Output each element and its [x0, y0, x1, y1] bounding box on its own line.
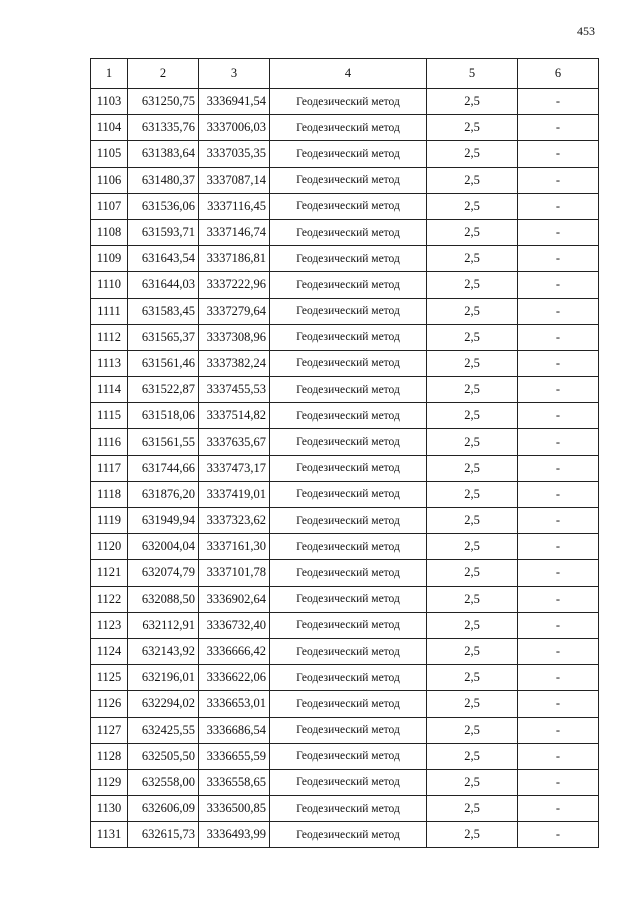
- note-cell: -: [518, 638, 599, 664]
- point-number-cell: 1127: [91, 717, 128, 743]
- method-cell: Геодезический метод: [270, 508, 427, 534]
- point-number-cell: 1123: [91, 612, 128, 638]
- method-cell: Геодезический метод: [270, 246, 427, 272]
- y-coordinate-cell: 3336500,85: [199, 796, 270, 822]
- table-row: [91, 377, 599, 403]
- table-row: [91, 455, 599, 481]
- y-coordinate-cell: 3336655,59: [199, 743, 270, 769]
- accuracy-cell: 2,5: [427, 167, 518, 193]
- y-coordinate-cell: 3337146,74: [199, 219, 270, 245]
- table-header-row: [91, 59, 599, 89]
- x-coordinate-cell: 632088,50: [128, 586, 199, 612]
- table-row: [91, 324, 599, 350]
- accuracy-cell: 2,5: [427, 429, 518, 455]
- point-number-cell: 1111: [91, 298, 128, 324]
- table-row: [91, 219, 599, 245]
- table-row: [91, 115, 599, 141]
- table-row: [91, 560, 599, 586]
- y-coordinate-cell: 3336666,42: [199, 638, 270, 664]
- y-coordinate-cell: 3337035,35: [199, 141, 270, 167]
- point-number-cell: 1120: [91, 534, 128, 560]
- method-cell: Геодезический метод: [270, 141, 427, 167]
- x-coordinate-cell: 632294,02: [128, 691, 199, 717]
- y-coordinate-cell: 3336941,54: [199, 89, 270, 115]
- method-cell: Геодезический метод: [270, 193, 427, 219]
- point-number-cell: 1112: [91, 324, 128, 350]
- note-cell: -: [518, 743, 599, 769]
- table-row: [91, 665, 599, 691]
- accuracy-cell: 2,5: [427, 455, 518, 481]
- point-number-cell: 1106: [91, 167, 128, 193]
- accuracy-cell: 2,5: [427, 350, 518, 376]
- table-row: [91, 508, 599, 534]
- x-coordinate-cell: 631250,75: [128, 89, 199, 115]
- point-number-cell: 1119: [91, 508, 128, 534]
- x-coordinate-cell: 631643,54: [128, 246, 199, 272]
- table-row: [91, 429, 599, 455]
- table-row: [91, 298, 599, 324]
- header-col-3: 3: [199, 59, 270, 89]
- x-coordinate-cell: 631536,06: [128, 193, 199, 219]
- method-cell: Геодезический метод: [270, 219, 427, 245]
- x-coordinate-cell: 631949,94: [128, 508, 199, 534]
- y-coordinate-cell: 3336622,06: [199, 665, 270, 691]
- x-coordinate-cell: 631383,64: [128, 141, 199, 167]
- method-cell: Геодезический метод: [270, 324, 427, 350]
- method-cell: Геодезический метод: [270, 822, 427, 848]
- accuracy-cell: 2,5: [427, 115, 518, 141]
- note-cell: -: [518, 796, 599, 822]
- y-coordinate-cell: 3337222,96: [199, 272, 270, 298]
- point-number-cell: 1126: [91, 691, 128, 717]
- note-cell: -: [518, 324, 599, 350]
- table-row: [91, 638, 599, 664]
- note-cell: -: [518, 560, 599, 586]
- accuracy-cell: 2,5: [427, 246, 518, 272]
- x-coordinate-cell: 631644,03: [128, 272, 199, 298]
- x-coordinate-cell: 632074,79: [128, 560, 199, 586]
- point-number-cell: 1105: [91, 141, 128, 167]
- method-cell: Геодезический метод: [270, 298, 427, 324]
- table-row: [91, 272, 599, 298]
- note-cell: -: [518, 403, 599, 429]
- accuracy-cell: 2,5: [427, 219, 518, 245]
- y-coordinate-cell: 3337161,30: [199, 534, 270, 560]
- y-coordinate-cell: 3337006,03: [199, 115, 270, 141]
- x-coordinate-cell: 631876,20: [128, 481, 199, 507]
- x-coordinate-cell: 632606,09: [128, 796, 199, 822]
- accuracy-cell: 2,5: [427, 508, 518, 534]
- note-cell: -: [518, 481, 599, 507]
- table-row: [91, 769, 599, 795]
- x-coordinate-cell: 632143,92: [128, 638, 199, 664]
- method-cell: Геодезический метод: [270, 743, 427, 769]
- x-coordinate-cell: 631518,06: [128, 403, 199, 429]
- method-cell: Геодезический метод: [270, 167, 427, 193]
- method-cell: Геодезический метод: [270, 796, 427, 822]
- method-cell: Геодезический метод: [270, 481, 427, 507]
- y-coordinate-cell: 3337101,78: [199, 560, 270, 586]
- method-cell: Геодезический метод: [270, 612, 427, 638]
- table-row: [91, 586, 599, 612]
- y-coordinate-cell: 3337514,82: [199, 403, 270, 429]
- point-number-cell: 1116: [91, 429, 128, 455]
- note-cell: -: [518, 665, 599, 691]
- note-cell: -: [518, 822, 599, 848]
- header-col-1: 1: [91, 59, 128, 89]
- method-cell: Геодезический метод: [270, 534, 427, 560]
- x-coordinate-cell: 631561,55: [128, 429, 199, 455]
- point-number-cell: 1109: [91, 246, 128, 272]
- table-row: [91, 717, 599, 743]
- note-cell: -: [518, 769, 599, 795]
- y-coordinate-cell: 3337279,64: [199, 298, 270, 324]
- header-col-6: 6: [518, 59, 599, 89]
- accuracy-cell: 2,5: [427, 141, 518, 167]
- point-number-cell: 1117: [91, 455, 128, 481]
- point-number-cell: 1114: [91, 377, 128, 403]
- x-coordinate-cell: 631335,76: [128, 115, 199, 141]
- note-cell: -: [518, 89, 599, 115]
- accuracy-cell: 2,5: [427, 796, 518, 822]
- x-coordinate-cell: 631561,46: [128, 350, 199, 376]
- accuracy-cell: 2,5: [427, 638, 518, 664]
- point-number-cell: 1125: [91, 665, 128, 691]
- note-cell: -: [518, 219, 599, 245]
- note-cell: -: [518, 429, 599, 455]
- point-number-cell: 1115: [91, 403, 128, 429]
- accuracy-cell: 2,5: [427, 586, 518, 612]
- y-coordinate-cell: 3336558,65: [199, 769, 270, 795]
- method-cell: Геодезический метод: [270, 455, 427, 481]
- table-row: [91, 612, 599, 638]
- note-cell: -: [518, 246, 599, 272]
- note-cell: -: [518, 298, 599, 324]
- y-coordinate-cell: 3337323,62: [199, 508, 270, 534]
- table-row: [91, 822, 599, 848]
- note-cell: -: [518, 534, 599, 560]
- table-row: [91, 691, 599, 717]
- y-coordinate-cell: 3337473,17: [199, 455, 270, 481]
- x-coordinate-cell: 632425,55: [128, 717, 199, 743]
- note-cell: -: [518, 377, 599, 403]
- accuracy-cell: 2,5: [427, 272, 518, 298]
- table-row: [91, 481, 599, 507]
- coordinates-table: [90, 58, 599, 848]
- x-coordinate-cell: 631480,37: [128, 167, 199, 193]
- point-number-cell: 1107: [91, 193, 128, 219]
- method-cell: Геодезический метод: [270, 115, 427, 141]
- accuracy-cell: 2,5: [427, 193, 518, 219]
- accuracy-cell: 2,5: [427, 560, 518, 586]
- method-cell: Геодезический метод: [270, 272, 427, 298]
- y-coordinate-cell: 3337186,81: [199, 246, 270, 272]
- point-number-cell: 1118: [91, 481, 128, 507]
- accuracy-cell: 2,5: [427, 769, 518, 795]
- point-number-cell: 1130: [91, 796, 128, 822]
- table-row: [91, 89, 599, 115]
- y-coordinate-cell: 3336653,01: [199, 691, 270, 717]
- note-cell: -: [518, 586, 599, 612]
- accuracy-cell: 2,5: [427, 665, 518, 691]
- table-row: [91, 141, 599, 167]
- method-cell: Геодезический метод: [270, 691, 427, 717]
- accuracy-cell: 2,5: [427, 691, 518, 717]
- point-number-cell: 1121: [91, 560, 128, 586]
- table-row: [91, 167, 599, 193]
- point-number-cell: 1129: [91, 769, 128, 795]
- note-cell: -: [518, 612, 599, 638]
- header-col-5: 5: [427, 59, 518, 89]
- note-cell: -: [518, 167, 599, 193]
- method-cell: Геодезический метод: [270, 717, 427, 743]
- method-cell: Геодезический метод: [270, 89, 427, 115]
- accuracy-cell: 2,5: [427, 298, 518, 324]
- x-coordinate-cell: 632505,50: [128, 743, 199, 769]
- y-coordinate-cell: 3336902,64: [199, 586, 270, 612]
- x-coordinate-cell: 632196,01: [128, 665, 199, 691]
- table-row: [91, 534, 599, 560]
- method-cell: Геодезический метод: [270, 350, 427, 376]
- header-col-2: 2: [128, 59, 199, 89]
- y-coordinate-cell: 3336493,99: [199, 822, 270, 848]
- accuracy-cell: 2,5: [427, 481, 518, 507]
- y-coordinate-cell: 3337419,01: [199, 481, 270, 507]
- accuracy-cell: 2,5: [427, 324, 518, 350]
- method-cell: Геодезический метод: [270, 586, 427, 612]
- accuracy-cell: 2,5: [427, 612, 518, 638]
- point-number-cell: 1103: [91, 89, 128, 115]
- method-cell: Геодезический метод: [270, 377, 427, 403]
- y-coordinate-cell: 3337382,24: [199, 350, 270, 376]
- x-coordinate-cell: 631565,37: [128, 324, 199, 350]
- x-coordinate-cell: 631744,66: [128, 455, 199, 481]
- method-cell: Геодезический метод: [270, 429, 427, 455]
- point-number-cell: 1131: [91, 822, 128, 848]
- note-cell: -: [518, 193, 599, 219]
- note-cell: -: [518, 508, 599, 534]
- header-col-4: 4: [270, 59, 427, 89]
- table-body: [91, 89, 599, 848]
- method-cell: Геодезический метод: [270, 560, 427, 586]
- point-number-cell: 1110: [91, 272, 128, 298]
- y-coordinate-cell: 3337635,67: [199, 429, 270, 455]
- note-cell: -: [518, 691, 599, 717]
- accuracy-cell: 2,5: [427, 377, 518, 403]
- y-coordinate-cell: 3337308,96: [199, 324, 270, 350]
- method-cell: Геодезический метод: [270, 638, 427, 664]
- x-coordinate-cell: 632615,73: [128, 822, 199, 848]
- x-coordinate-cell: 632558,00: [128, 769, 199, 795]
- x-coordinate-cell: 632004,04: [128, 534, 199, 560]
- point-number-cell: 1122: [91, 586, 128, 612]
- table-row: [91, 796, 599, 822]
- x-coordinate-cell: 631522,87: [128, 377, 199, 403]
- note-cell: -: [518, 115, 599, 141]
- note-cell: -: [518, 455, 599, 481]
- x-coordinate-cell: 631583,45: [128, 298, 199, 324]
- accuracy-cell: 2,5: [427, 89, 518, 115]
- note-cell: -: [518, 350, 599, 376]
- accuracy-cell: 2,5: [427, 822, 518, 848]
- method-cell: Геодезический метод: [270, 769, 427, 795]
- note-cell: -: [518, 272, 599, 298]
- table-row: [91, 743, 599, 769]
- page-number: 453: [577, 24, 595, 38]
- point-number-cell: 1113: [91, 350, 128, 376]
- accuracy-cell: 2,5: [427, 403, 518, 429]
- table-row: [91, 350, 599, 376]
- y-coordinate-cell: 3336686,54: [199, 717, 270, 743]
- x-coordinate-cell: 631593,71: [128, 219, 199, 245]
- note-cell: -: [518, 717, 599, 743]
- point-number-cell: 1104: [91, 115, 128, 141]
- y-coordinate-cell: 3337116,45: [199, 193, 270, 219]
- y-coordinate-cell: 3337087,14: [199, 167, 270, 193]
- y-coordinate-cell: 3337455,53: [199, 377, 270, 403]
- note-cell: -: [518, 141, 599, 167]
- y-coordinate-cell: 3336732,40: [199, 612, 270, 638]
- accuracy-cell: 2,5: [427, 717, 518, 743]
- point-number-cell: 1128: [91, 743, 128, 769]
- point-number-cell: 1124: [91, 638, 128, 664]
- method-cell: Геодезический метод: [270, 665, 427, 691]
- method-cell: Геодезический метод: [270, 403, 427, 429]
- table-row: [91, 403, 599, 429]
- accuracy-cell: 2,5: [427, 743, 518, 769]
- table-row: [91, 246, 599, 272]
- point-number-cell: 1108: [91, 219, 128, 245]
- x-coordinate-cell: 632112,91: [128, 612, 199, 638]
- table-row: [91, 193, 599, 219]
- accuracy-cell: 2,5: [427, 534, 518, 560]
